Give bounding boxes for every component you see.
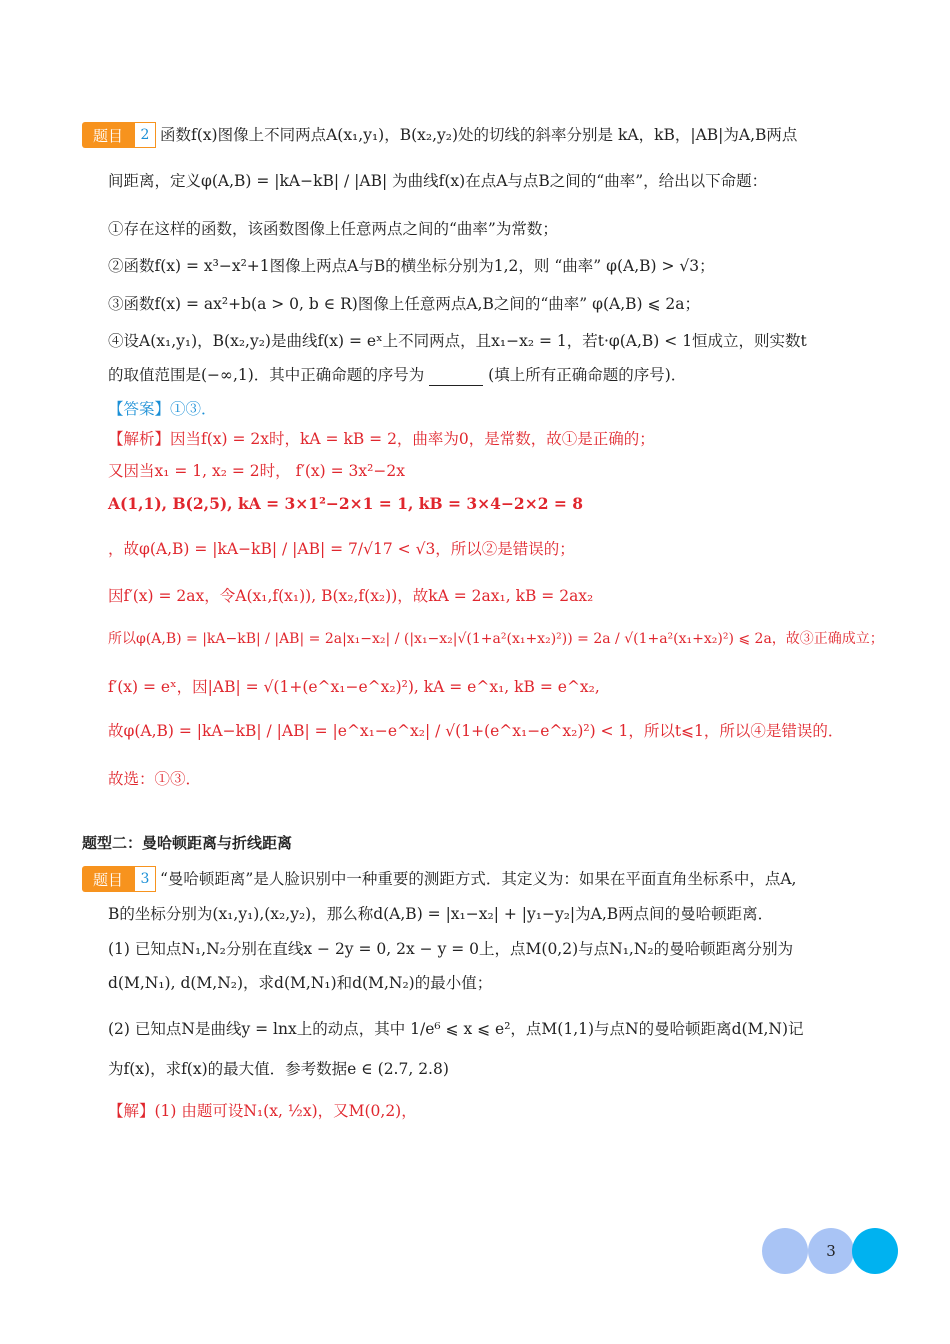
q2-item-2: ②函数f(x) = x³−x²+1图像上两点A与B的横坐标分别为1,2，则 “曲率” φ(A,B) > √3； (108, 257, 715, 275)
q3-stem-line2: B的坐标分别为(x₁,y₁),(x₂,y₂)，那么称d(A,B) = |x₁−x₂| + |y₁−y₂|为A,B两点间的曼哈顿距离． (108, 905, 774, 923)
page-number-badge (762, 1228, 902, 1276)
page-circle-left (762, 1228, 808, 1274)
q3-part1-line2: d(M,N₁), d(M,N₂)，求d(M,N₁)和d(M,N₂)的最小值； (108, 974, 493, 992)
q2-solution-7: f′(x) = eˣ，因|AB| = √(1+(e^x₁−e^x₂)²), kA = e^x₁, kB = e^x₂, (108, 678, 600, 696)
q2-solution-2: 又因当x₁ = 1, x₂ = 2时， f′(x) = 3x²−2x (108, 462, 405, 480)
section-heading: 题型二：曼哈顿距离与折线距离 (82, 834, 293, 852)
q2-solution-9: 故选：①③． (108, 770, 202, 788)
q3-solution-1: 【解】(1) 由题可设N₁(x, ½x)，又M(0,2)， (108, 1102, 417, 1120)
q2-solution-4: ，故φ(A,B) = |kA−kB| / |AB| = 7/√17 < √3，所以②是错误的； (108, 540, 575, 558)
q2-item-4b-pre: 的取值范围是(−∞,1)．其中正确命题的序号为 (108, 366, 425, 384)
q2-solution-6: 所以φ(A,B) = |kA−kB| / |AB| = 2a|x₁−x₂| / (|x₁−x₂|√(1+a²(x₁+x₂)²)) = 2a / √(1+a²(x₁+x₂)²) ⩽ 2a，故③正确成立； (108, 631, 884, 647)
q2-solution-1: 【解析】因当f(x) = 2x时，kA = kB = 2，曲率为0，是常数，故①是正确的； (108, 430, 655, 448)
q2-solution-3: A(1,1), B(2,5), kA = 3×1²−2×1 = 1, kB = 3×4−2×2 = 8 (108, 494, 584, 513)
question-tag-number: 3 (134, 866, 156, 892)
q2-item-4b (108, 364, 686, 386)
q2-solution-8: 故φ(A,B) = |kA−kB| / |AB| = |e^x₁−e^x₂| / √(1+(e^x₁−e^x₂)²) < 1，所以t⩽1，所以④是错误的． (108, 722, 844, 740)
q2-stem-line2: 间距离，定义φ(A,B) = |kA−kB| / |AB| 为曲线f(x)在点A与点B之间的“曲率”，给出以下命题： (108, 172, 768, 190)
page-number: 3 (808, 1228, 854, 1274)
question-tag (82, 866, 158, 892)
q2-stem-line1: 函数f(x)图像上不同两点A(x₁,y₁)，B(x₂,y₂)处的切线的斜率分别是 kA，kB，|AB|为A,B两点 (160, 126, 798, 144)
answer-blank (429, 369, 483, 386)
question-tag-label: 题目 (82, 866, 134, 892)
q3-part1-line1: (1) 已知点N₁,N₂分别在直线x − 2y = 0, 2x − y = 0上，点M(0,2)与点N₁,N₂的曼哈顿距离分别为 (108, 940, 794, 958)
q2-item-1: ①存在这样的函数，该函数图像上任意两点之间的“曲率”为常数； (108, 220, 558, 238)
page-circle-right (852, 1228, 898, 1274)
q3-part2-line2: 为f(x)，求f(x)的最大值．参考数据e ∈ (2.7, 2.8) (108, 1060, 449, 1078)
q3-part2-line1: (2) 已知点N是曲线y = lnx上的动点，其中 1/e⁶ ⩽ x ⩽ e²，点M(1,1)与点N的曼哈顿距离d(M,N)记 (108, 1020, 804, 1038)
q2-item-4a: ④设A(x₁,y₁)，B(x₂,y₂)是曲线f(x) = eˣ上不同两点，且x₁−x₂ = 1，若t·φ(A,B) < 1恒成立，则实数t (108, 332, 807, 350)
q2-solution-5: 因f′(x) = 2ax，令A(x₁,f(x₁)), B(x₂,f(x₂))，故kA = 2ax₁, kB = 2ax₂ (108, 587, 594, 605)
q2-item-3: ③函数f(x) = ax²+b(a > 0, b ∈ R)图像上任意两点A,B之间的“曲率” φ(A,B) ⩽ 2a； (108, 295, 701, 313)
q2-answer: 【答案】①③． (108, 400, 217, 418)
question-tag-number: 2 (134, 122, 156, 148)
question-tag-label: 题目 (82, 122, 134, 148)
q2-item-4b-post: (填上所有正确命题的序号)． (488, 366, 687, 384)
q3-stem-line1: “曼哈顿距离”是人脸识别中一种重要的测距方式．其定义为：如果在平面直角坐标系中，点A, (160, 870, 797, 888)
question-tag (82, 122, 158, 148)
